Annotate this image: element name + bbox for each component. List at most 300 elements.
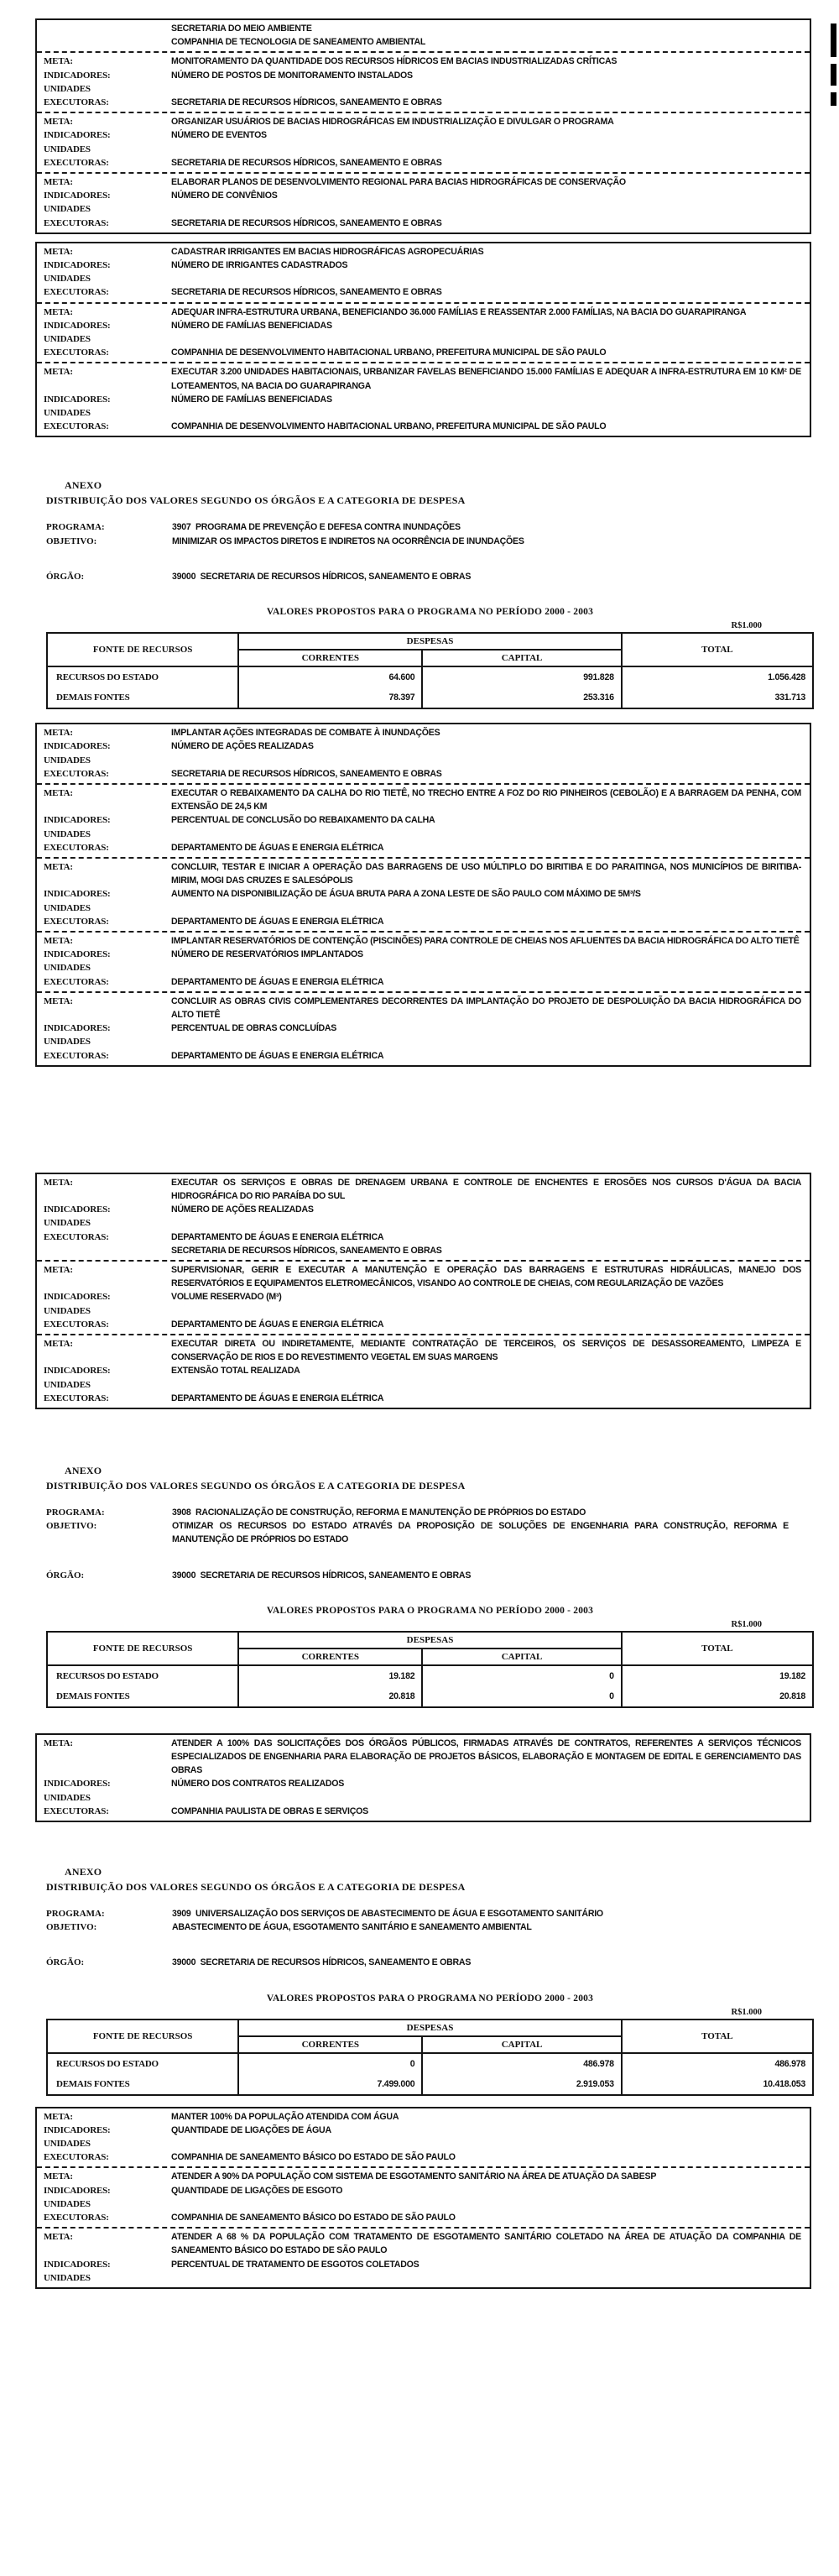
indicador-text: NÚMERO DE EVENTOS xyxy=(171,130,267,141)
meta-group xyxy=(37,243,810,302)
indicadores-label: INDICADORES: xyxy=(44,1204,111,1215)
objetivo-label: OBJETIVO: xyxy=(46,1521,97,1532)
valores-table-title: VALORES PROPOSTOS PARA O PROGRAMA NO PERÍODO 2000 - 2003 xyxy=(266,1993,594,2004)
meta-sub-row xyxy=(44,1244,805,1257)
meta-sub-row xyxy=(44,96,805,109)
meta-sub-row xyxy=(44,2211,805,2224)
meta-text: ATENDER A 68 % DA POPULAÇÃO COM TRATAMENTO DE ESGOTAMENTO SANITÁRIO COLETADO NA ÁREA DE ATUAÇÃO DA COMPANHIA DE SANEAMENTO BÁSICO DO ESTADO DE SÃO PAULO xyxy=(171,2232,801,2256)
fonte-cell: DEMAIS FONTES xyxy=(56,1690,130,1701)
executoras-label: EXECUTORAS: xyxy=(44,287,109,298)
meta-sub-row xyxy=(44,143,805,156)
meta-group xyxy=(37,51,810,112)
col-header-despesas: DESPESAS xyxy=(238,633,621,650)
total-cell: 10.418.053 xyxy=(622,2074,813,2095)
objetivo-label-row xyxy=(46,535,814,548)
meta-text: ORGANIZAR USUÁRIOS DE BACIAS HIDROGRÁFICAS EM INDUSTRIALIZAÇÃO E DIVULGAR O PROGRAMA xyxy=(171,117,614,128)
executoras-label: EXECUTORAS: xyxy=(44,1393,109,1403)
col-header-fonte: FONTE DE RECURSOS xyxy=(47,1632,238,1665)
meta-sub-row xyxy=(44,319,805,332)
unidades-label: UNIDADES xyxy=(44,408,91,419)
capital-cell: 2.919.053 xyxy=(422,2074,621,2095)
col-header-capital: CAPITAL xyxy=(422,650,621,666)
unidades-label: UNIDADES xyxy=(44,2272,91,2283)
executor-name: SECRETARIA DE RECURSOS HÍDRICOS, SANEAMENTO E OBRAS xyxy=(171,157,442,168)
orgao-label: ÓRGÃO: xyxy=(46,1957,85,1968)
objetivo-value: OTIMIZAR OS RECURSOS DO ESTADO ATRAVÉS DA PROPOSIÇÃO DE SOLUÇÕES DE ENGENHARIA PARA CONSTRUÇÃO, REFORMA E MANUTENÇÃO DE PRÓPRIOS DO ESTADO xyxy=(172,1521,789,1545)
orgao-label-row xyxy=(46,1569,814,1582)
executoras-label: EXECUTORAS: xyxy=(44,842,109,853)
unidades-label: UNIDADES xyxy=(44,828,91,839)
col-header-correntes: CORRENTES xyxy=(238,650,422,666)
programa-value: 3907 PROGRAMA DE PREVENÇÃO E DEFESA CONTRA INUNDAÇÕES xyxy=(172,522,461,533)
meta-group xyxy=(37,2166,810,2227)
meta-label: META: xyxy=(44,1264,73,1275)
table-row xyxy=(47,666,813,687)
unidades-label: UNIDADES xyxy=(44,1792,91,1803)
indicador-text: NÚMERO DE AÇÕES REALIZADAS xyxy=(171,1204,314,1215)
meta-label: META: xyxy=(44,861,73,872)
meta-sub-row xyxy=(44,860,805,887)
anexo-subtitle: DISTRIBUIÇÃO DOS VALORES SEGUNDO OS ÓRGÃOS E A CATEGORIA DE DESPESA xyxy=(46,1881,466,1894)
col-header-correntes: CORRENTES xyxy=(238,2036,422,2053)
meta-sub-row xyxy=(44,1337,805,1364)
unidades-label: UNIDADES xyxy=(44,274,91,285)
meta-label: META: xyxy=(44,306,73,317)
unidades-label: UNIDADES xyxy=(44,1305,91,1316)
meta-sub-row xyxy=(44,128,805,142)
executoras-label: EXECUTORAS: xyxy=(44,768,109,779)
meta-group xyxy=(37,724,810,783)
currency-unit-note: R$1.000 xyxy=(731,2007,762,2017)
anexo-section-2 xyxy=(46,1465,814,1708)
unidades-label: UNIDADES xyxy=(44,2198,91,2209)
meta-sub-row xyxy=(44,1290,805,1304)
meta-group xyxy=(37,1735,810,1821)
executoras-label: EXECUTORAS: xyxy=(44,976,109,987)
meta-text: CADASTRAR IRRIGANTES EM BACIAS HIDROGRÁFICAS AGROPECUÁRIAS xyxy=(171,246,484,257)
indicador-text: PERCENTUAL DE CONCLUSÃO DO REBAIXAMENTO DA CALHA xyxy=(171,815,435,826)
unidades-label: UNIDADES xyxy=(44,334,91,345)
total-cell: 331.713 xyxy=(622,687,813,708)
meta-sub-row xyxy=(44,1022,805,1035)
orgao-value: 39000 SECRETARIA DE RECURSOS HÍDRICOS, SANEAMENTO E OBRAS xyxy=(172,1570,472,1581)
indicador-text: PERCENTUAL DE OBRAS CONCLUÍDAS xyxy=(171,1023,337,1034)
meta-label: META: xyxy=(44,2232,73,2243)
meta-sub-row xyxy=(44,420,805,433)
meta-sub-row xyxy=(44,2271,805,2285)
unidades-label: UNIDADES xyxy=(44,902,91,913)
executor-name: DEPARTAMENTO DE ÁGUAS E ENERGIA ELÉTRICA xyxy=(171,842,384,853)
objetivo-label-row xyxy=(46,1920,814,1934)
meta-sub-row xyxy=(44,1216,805,1230)
meta-sub-row xyxy=(44,175,805,189)
executoras-label: EXECUTORAS: xyxy=(44,217,109,228)
col-header-total: TOTAL xyxy=(622,633,813,666)
meta-sub-row xyxy=(44,828,805,841)
col-header-despesas: DESPESAS xyxy=(238,1632,621,1649)
col-header-capital: CAPITAL xyxy=(422,2036,621,2053)
meta-sub-row xyxy=(44,2184,805,2197)
executoras-label: EXECUTORAS: xyxy=(44,2213,109,2223)
meta-label: META: xyxy=(44,728,73,739)
anexo-title: ANEXO xyxy=(65,479,102,492)
meta-sub-row xyxy=(44,975,805,989)
meta-sub-row xyxy=(44,82,805,96)
meta-text: ELABORAR PLANOS DE DESENVOLVIMENTO REGIONAL PARA BACIAS HIDROGRÁFICAS DE CONSERVAÇÃO xyxy=(171,177,626,188)
meta-sub-row xyxy=(44,259,805,272)
col-header-fonte: FONTE DE RECURSOS xyxy=(47,633,238,666)
objetivo-label: OBJETIVO: xyxy=(46,1922,97,1933)
meta-sub-row xyxy=(44,1318,805,1331)
meta-group xyxy=(37,1334,810,1408)
executoras-label: EXECUTORAS: xyxy=(44,1805,109,1816)
valores-table xyxy=(46,632,814,709)
total-cell: 20.818 xyxy=(622,1686,813,1707)
orgao-value: 39000 SECRETARIA DE RECURSOS HÍDRICOS, SANEAMENTO E OBRAS xyxy=(172,571,472,582)
meta-sub-row xyxy=(44,189,805,202)
meta-text: EXECUTAR OS SERVIÇOS E OBRAS DE DRENAGEM URBANA E CONTROLE DE ENCHENTES E EROSÕES NOS CURSOS D'ÁGUA DA BACIA HIDROGRÁFICA DO RIO PARAÍBA DO SUL xyxy=(171,1177,801,1201)
fonte-cell: RECURSOS DO ESTADO xyxy=(56,672,159,683)
col-header-total: TOTAL xyxy=(622,2020,813,2053)
unidades-label: UNIDADES xyxy=(44,1379,91,1390)
table-row xyxy=(47,1665,813,1686)
meta-group xyxy=(37,362,810,436)
meta-group xyxy=(37,2227,810,2287)
meta-sub-row xyxy=(44,202,805,216)
meta-sub-row xyxy=(44,1176,805,1203)
executor-name: SECRETARIA DE RECURSOS HÍDRICOS, SANEAMENTO E OBRAS xyxy=(171,1245,442,1256)
meta-sub-row xyxy=(44,901,805,915)
correntes-cell: 20.818 xyxy=(238,1686,422,1707)
currency-unit-note: R$1.000 xyxy=(731,1619,762,1629)
executor-name: DEPARTAMENTO DE ÁGUAS E ENERGIA ELÉTRICA xyxy=(171,976,384,987)
capital-cell: 253.316 xyxy=(422,687,621,708)
capital-cell: 486.978 xyxy=(422,2053,621,2074)
indicadores-label: INDICADORES: xyxy=(44,1366,111,1377)
meta-group xyxy=(37,783,810,857)
meta-sub-row xyxy=(44,1737,805,1778)
executor-name: DEPARTAMENTO DE ÁGUAS E ENERGIA ELÉTRICA xyxy=(171,1393,384,1403)
programa-label-row xyxy=(46,520,814,534)
col-header-total: TOTAL xyxy=(622,1632,813,1665)
meta-group xyxy=(37,112,810,172)
executor-name: SECRETARIA DE RECURSOS HÍDRICOS, SANEAMENTO E OBRAS xyxy=(171,217,442,228)
table-row xyxy=(47,687,813,708)
unidades-label: UNIDADES xyxy=(44,204,91,215)
indicadores-label: INDICADORES: xyxy=(44,815,111,826)
meta-text: SUPERVISIONAR, GERIR E EXECUTAR A MANUTENÇÃO E OPERAÇÃO DAS BARRAGENS E ESTRUTURAS HIDRÁULICAS, MANEJO DOS RESERVATÓRIOS E EQUIPAMENTOS ELETROMECÂNICOS, VISANDO AO CONTROLE DE CHEIAS, COM REGULARIZAÇÃO DE VAZÕES xyxy=(171,1264,801,1289)
meta-group xyxy=(37,172,810,233)
indicadores-label: INDICADORES: xyxy=(44,191,111,201)
executor-name: COMPANHIA DE DESENVOLVIMENTO HABITACIONAL URBANO, PREFEITURA MUNICIPAL DE SÃO PAULO xyxy=(171,347,607,358)
orgao-label-row xyxy=(46,570,814,583)
capital-cell: 0 xyxy=(422,1665,621,1686)
executor-name: COMPANHIA DE TECNOLOGIA DE SANEAMENTO AMBIENTAL xyxy=(171,37,426,48)
meta-label: META: xyxy=(44,367,73,378)
metas-table-1 xyxy=(35,18,811,234)
correntes-cell: 0 xyxy=(238,2053,422,2074)
indicador-text: NÚMERO DE AÇÕES REALIZADAS xyxy=(171,741,314,752)
executoras-label: EXECUTORAS: xyxy=(44,97,109,108)
col-header-fonte: FONTE DE RECURSOS xyxy=(47,2020,238,2053)
meta-group xyxy=(37,991,810,1065)
executor-name: SECRETARIA DE RECURSOS HÍDRICOS, SANEAMENTO E OBRAS xyxy=(171,97,442,108)
meta-sub-row xyxy=(44,2230,805,2257)
anexo-title: ANEXO xyxy=(65,1866,102,1878)
meta-sub-row xyxy=(44,406,805,420)
meta-label: META: xyxy=(44,2171,73,2182)
executoras-label: EXECUTORAS: xyxy=(44,347,109,358)
meta-sub-row xyxy=(44,2137,805,2150)
executoras-continuation xyxy=(37,20,810,51)
meta-sub-row xyxy=(44,2124,805,2137)
indicadores-label: INDICADORES: xyxy=(44,1292,111,1303)
anexo-section-3 xyxy=(46,1866,814,2096)
objetivo-label-row xyxy=(46,1519,814,1546)
meta-sub-row xyxy=(44,2258,805,2271)
unidades-label: UNIDADES xyxy=(44,755,91,765)
indicadores-label: INDICADORES: xyxy=(44,320,111,331)
meta-label: META: xyxy=(44,246,73,257)
executor-row xyxy=(44,35,805,49)
executor-name: COMPANHIA DE SANEAMENTO BÁSICO DO ESTADO DE SÃO PAULO xyxy=(171,2152,456,2163)
meta-text: IMPLANTAR AÇÕES INTEGRADAS DE COMBATE À INUNDAÇÕES xyxy=(171,728,440,739)
scan-artifact xyxy=(831,92,836,106)
indicadores-label: INDICADORES: xyxy=(44,889,111,900)
executoras-label: EXECUTORAS: xyxy=(44,1319,109,1330)
meta-sub-row xyxy=(44,1378,805,1392)
meta-sub-row xyxy=(44,1035,805,1048)
programa-value: 3908 RACIONALIZAÇÃO DE CONSTRUÇÃO, REFORMA E MANUTENÇÃO DE PRÓPRIOS DO ESTADO xyxy=(172,1507,586,1518)
orgao-label: ÓRGÃO: xyxy=(46,571,85,582)
executor-name: SECRETARIA DO MEIO AMBIENTE xyxy=(171,24,312,34)
executor-name: DEPARTAMENTO DE ÁGUAS E ENERGIA ELÉTRICA xyxy=(171,916,384,927)
executoras-label: EXECUTORAS: xyxy=(44,421,109,432)
indicador-text: NÚMERO DE IRRIGANTES CADASTRADOS xyxy=(171,260,348,271)
meta-text: ADEQUAR INFRA-ESTRUTURA URBANA, BENEFICIANDO 36.000 FAMÍLIAS E REASSENTAR 2.000 FAMÍLIAS, NA BACIA DO GUARAPIRANGA xyxy=(171,306,747,317)
unidades-label: UNIDADES xyxy=(44,144,91,154)
meta-sub-row xyxy=(44,2170,805,2183)
meta-sub-row xyxy=(44,2110,805,2124)
correntes-cell: 64.600 xyxy=(238,666,422,687)
indicador-text: VOLUME RESERVADO (M³) xyxy=(171,1292,282,1303)
indicadores-label: INDICADORES: xyxy=(44,949,111,960)
meta-sub-row xyxy=(44,69,805,82)
anexo-section-1 xyxy=(46,479,814,709)
programa-label: PROGRAMA: xyxy=(46,1507,105,1518)
meta-label: META: xyxy=(44,56,73,67)
programa-value: 3909 UNIVERSALIZAÇÃO DOS SERVIÇOS DE ABASTECIMENTO DE ÁGUA E ESGOTAMENTO SANITÁRIO xyxy=(172,1909,603,1920)
metas-table-6 xyxy=(35,2107,811,2289)
meta-group xyxy=(37,1174,810,1260)
programa-label-row xyxy=(46,1907,814,1920)
meta-group xyxy=(37,302,810,363)
meta-sub-row xyxy=(44,365,805,392)
table-row xyxy=(47,2053,813,2074)
anexo-subtitle: DISTRIBUIÇÃO DOS VALORES SEGUNDO OS ÓRGÃOS E A CATEGORIA DE DESPESA xyxy=(46,1480,466,1492)
meta-label: META: xyxy=(44,1737,73,1748)
meta-sub-row xyxy=(44,346,805,359)
correntes-cell: 19.182 xyxy=(238,1665,422,1686)
meta-label: META: xyxy=(44,2111,73,2122)
executor-name: SECRETARIA DE RECURSOS HÍDRICOS, SANEAMENTO E OBRAS xyxy=(171,287,442,298)
meta-sub-row xyxy=(44,217,805,230)
valores-table-title: VALORES PROPOSTOS PARA O PROGRAMA NO PERÍODO 2000 - 2003 xyxy=(266,607,594,618)
metas-table-4 xyxy=(35,1173,811,1409)
meta-sub-row xyxy=(44,841,805,854)
fonte-cell: RECURSOS DO ESTADO xyxy=(56,1670,159,1681)
executor-name: COMPANHIA PAULISTA DE OBRAS E SERVIÇOS xyxy=(171,1805,368,1816)
indicador-text: NÚMERO DE RESERVATÓRIOS IMPLANTADOS xyxy=(171,949,363,960)
unidades-label: UNIDADES xyxy=(44,2139,91,2150)
executoras-label: EXECUTORAS: xyxy=(44,916,109,927)
meta-sub-row xyxy=(44,739,805,753)
meta-sub-row xyxy=(44,1263,805,1290)
meta-text: ATENDER A 100% DAS SOLICITAÇÕES DOS ÓRGÃOS PÚBLICOS, FIRMADAS ATRAVÉS DE CONTRATOS, REFERENTES A SERVIÇOS TÉCNICOS ESPECIALIZADOS DE ENGENHARIA PARA ELABORAÇÃO DE PROJETOS BÁSICOS, ELABORAÇÃO E MONTAGEM DE EDITAL E GERENCIAMENTO DAS OBRAS xyxy=(171,1737,801,1776)
indicador-text: NÚMERO DOS CONTRATOS REALIZADOS xyxy=(171,1779,345,1790)
correntes-cell: 7.499.000 xyxy=(238,2074,422,2095)
indicadores-label: INDICADORES: xyxy=(44,130,111,141)
meta-text: CONCLUIR AS OBRAS CIVIS COMPLEMENTARES DECORRENTES DA IMPLANTAÇÃO DO PROJETO DE DESPOLUIÇÃO DA BACIA HIDROGRÁFICA DO ALTO TIETÊ xyxy=(171,995,801,1020)
meta-sub-row xyxy=(44,786,805,813)
meta-sub-row xyxy=(44,934,805,948)
meta-label: META: xyxy=(44,1177,73,1188)
executor-name: DEPARTAMENTO DE ÁGUAS E ENERGIA ELÉTRICA xyxy=(171,1050,384,1061)
fonte-cell: DEMAIS FONTES xyxy=(56,692,130,703)
indicadores-label: INDICADORES: xyxy=(44,1023,111,1034)
col-header-correntes: CORRENTES xyxy=(238,1649,422,1665)
meta-group xyxy=(37,1260,810,1334)
capital-cell: 991.828 xyxy=(422,666,621,687)
indicador-text: AUMENTO NA DISPONIBILIZAÇÃO DE ÁGUA BRUTA PARA A ZONA LESTE DE SÃO PAULO COM MÁXIMO DE 5M³/S xyxy=(171,889,641,900)
unidades-label: UNIDADES xyxy=(44,1037,91,1048)
meta-sub-row xyxy=(44,767,805,781)
orgao-label-row xyxy=(46,1956,814,1969)
programa-label: PROGRAMA: xyxy=(46,522,105,533)
indicadores-label: INDICADORES: xyxy=(44,260,111,271)
meta-text: CONCLUIR, TESTAR E INICIAR A OPERAÇÃO DAS BARRAGENS DE USO MÚLTIPLO DO BIRITIBA E DO PARAITINGA, NOS MUNICÍPIOS DE BIRITIBA-MIRIM, MOGI DAS CRUZES E SALESÓPOLIS xyxy=(171,861,801,886)
meta-sub-row xyxy=(44,1231,805,1244)
programa-label-row xyxy=(46,1506,814,1519)
valores-table-title: VALORES PROPOSTOS PARA O PROGRAMA NO PERÍODO 2000 - 2003 xyxy=(266,1605,594,1616)
executor-name: SECRETARIA DE RECURSOS HÍDRICOS, SANEAMENTO E OBRAS xyxy=(171,768,442,779)
meta-sub-row xyxy=(44,306,805,319)
meta-sub-row xyxy=(44,156,805,170)
orgao-label: ÓRGÃO: xyxy=(46,1570,85,1581)
executor-row xyxy=(44,22,805,35)
metas-table-3 xyxy=(35,723,811,1067)
orgao-value: 39000 SECRETARIA DE RECURSOS HÍDRICOS, SANEAMENTO E OBRAS xyxy=(172,1957,472,1968)
meta-sub-row xyxy=(44,1791,805,1805)
meta-label: META: xyxy=(44,935,73,946)
fonte-cell: DEMAIS FONTES xyxy=(56,2078,130,2089)
indicador-text: NÚMERO DE FAMÍLIAS BENEFICIADAS xyxy=(171,320,332,331)
meta-sub-row xyxy=(44,948,805,961)
indicador-text: EXTENSÃO TOTAL REALIZADA xyxy=(171,1366,300,1377)
indicadores-label: INDICADORES: xyxy=(44,2185,111,2196)
meta-sub-row xyxy=(44,272,805,285)
indicadores-label: INDICADORES: xyxy=(44,2259,111,2270)
executoras-label: EXECUTORAS: xyxy=(44,157,109,168)
valores-table xyxy=(46,2019,814,2096)
meta-sub-row xyxy=(44,245,805,259)
indicadores-label: INDICADORES: xyxy=(44,741,111,752)
meta-text: EXECUTAR DIRETA OU INDIRETAMENTE, MEDIANTE CONTRATAÇÃO DE TERCEIROS, OS SERVIÇOS DE DESASSOREAMENTO, LIMPEZA E CONSERVAÇÃO DE RIOS E DO REVESTIMENTO VEGETAL EM SUAS MARGENS xyxy=(171,1339,801,1363)
objetivo-value: ABASTECIMENTO DE ÁGUA, ESGOTAMENTO SANITÁRIO E SANEAMENTO AMBIENTAL xyxy=(172,1922,532,1933)
executor-name: DEPARTAMENTO DE ÁGUAS E ENERGIA ELÉTRICA xyxy=(171,1231,384,1242)
meta-sub-row xyxy=(44,1203,805,1216)
meta-sub-row xyxy=(44,393,805,406)
meta-text: EXECUTAR O REBAIXAMENTO DA CALHA DO RIO TIETÊ, NO TRECHO ENTRE A FOZ DO RIO PINHEIROS (CEBOLÃO) E A BARRAGEM DA PENHA, COM EXTENSÃO DE 24,5 KM xyxy=(171,787,801,813)
scan-artifact xyxy=(831,64,836,86)
meta-label: META: xyxy=(44,1339,73,1349)
meta-label: META: xyxy=(44,117,73,128)
indicador-text: NÚMERO DE CONVÊNIOS xyxy=(171,191,278,201)
objetivo-label: OBJETIVO: xyxy=(46,536,97,546)
meta-text: EXECUTAR 3.200 UNIDADES HABITACIONAIS, URBANIZAR FAVELAS BENEFICIANDO 15.000 FAMÍLIAS E ADEQUAR A INFRA-ESTRUTURA EM 10 KM² DE LOTEAMENTOS, NA BACIA DO GUARAPIRANGA xyxy=(171,367,801,391)
executor-name: DEPARTAMENTO DE ÁGUAS E ENERGIA ELÉTRICA xyxy=(171,1319,384,1330)
meta-sub-row xyxy=(44,285,805,299)
executor-name: COMPANHIA DE DESENVOLVIMENTO HABITACIONAL URBANO, PREFEITURA MUNICIPAL DE SÃO PAULO xyxy=(171,421,607,432)
meta-sub-row xyxy=(44,332,805,346)
indicador-text: NÚMERO DE FAMÍLIAS BENEFICIADAS xyxy=(171,394,332,405)
executoras-label: EXECUTORAS: xyxy=(44,1231,109,1242)
executoras-label: EXECUTORAS: xyxy=(44,2152,109,2163)
table-row xyxy=(47,2074,813,2095)
indicadores-label: INDICADORES: xyxy=(44,394,111,405)
anexo-title: ANEXO xyxy=(65,1465,102,1477)
meta-group xyxy=(37,931,810,991)
meta-sub-row xyxy=(44,1364,805,1377)
meta-sub-row xyxy=(44,887,805,901)
total-cell: 19.182 xyxy=(622,1665,813,1686)
scan-artifact xyxy=(831,24,836,57)
currency-unit-note: R$1.000 xyxy=(731,621,762,631)
meta-sub-row xyxy=(44,813,805,827)
indicador-text: QUANTIDADE DE LIGAÇÕES DE ÁGUA xyxy=(171,2124,331,2135)
meta-text: MONITORAMENTO DA QUANTIDADE DOS RECURSOS HÍDRICOS EM BACIAS INDUSTRIALIZADAS CRÍTICAS xyxy=(171,56,618,67)
meta-group xyxy=(37,2108,810,2167)
programa-label: PROGRAMA: xyxy=(46,1909,105,1920)
meta-sub-row xyxy=(44,2150,805,2164)
metas-table-5 xyxy=(35,1733,811,1822)
anexo-subtitle: DISTRIBUIÇÃO DOS VALORES SEGUNDO OS ÓRGÃOS E A CATEGORIA DE DESPESA xyxy=(46,494,466,507)
col-header-capital: CAPITAL xyxy=(422,1649,621,1665)
indicador-text: PERCENTUAL DE TRATAMENTO DE ESGOTOS COLETADOS xyxy=(171,2259,420,2270)
indicador-text: QUANTIDADE DE LIGAÇÕES DE ESGOTO xyxy=(171,2185,343,2196)
objetivo-value: MINIMIZAR OS IMPACTOS DIRETOS E INDIRETOS NA OCORRÊNCIA DE INUNDAÇÕES xyxy=(172,536,524,546)
meta-sub-row xyxy=(44,1304,805,1318)
meta-label: META: xyxy=(44,995,73,1006)
meta-sub-row xyxy=(44,1777,805,1790)
unidades-label: UNIDADES xyxy=(44,83,91,94)
metas-table-2 xyxy=(35,242,811,438)
total-cell: 1.056.428 xyxy=(622,666,813,687)
meta-sub-row xyxy=(44,115,805,128)
indicadores-label: INDICADORES: xyxy=(44,70,111,81)
meta-text: ATENDER A 90% DA POPULAÇÃO COM SISTEMA DE ESGOTAMENTO SANITÁRIO NA ÁREA DE ATUAÇÃO DA SABESP xyxy=(171,2171,657,2182)
table-row xyxy=(47,1686,813,1707)
meta-text: IMPLANTAR RESERVATÓRIOS DE CONTENÇÃO (PISCINÕES) PARA CONTROLE DE CHEIAS NOS AFLUENTES DA BACIA HIDROGRÁFICA DO ALTO TIETÊ xyxy=(171,935,800,946)
valores-table xyxy=(46,1631,814,1708)
indicadores-label: INDICADORES: xyxy=(44,2124,111,2135)
indicador-text: NÚMERO DE POSTOS DE MONITORAMENTO INSTALADOS xyxy=(171,70,413,81)
meta-sub-row xyxy=(44,726,805,739)
meta-label: META: xyxy=(44,787,73,798)
meta-sub-row xyxy=(44,55,805,68)
meta-sub-row xyxy=(44,1049,805,1063)
meta-label: META: xyxy=(44,177,73,188)
